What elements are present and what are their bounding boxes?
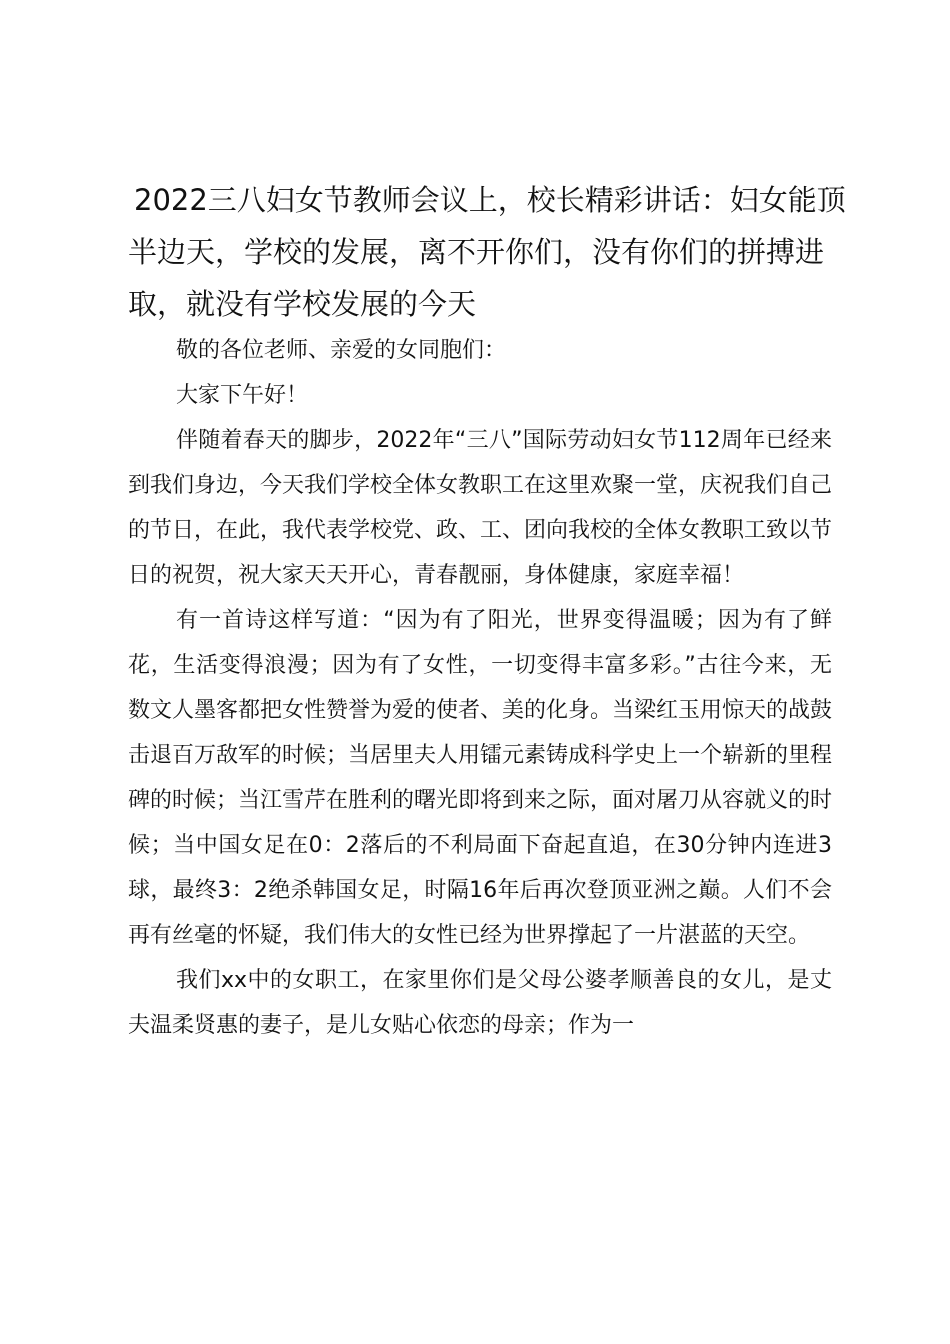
paragraph-greeting: 敬的各位老师、亲爱的女同胞们： [176, 338, 507, 363]
paragraph-staff: 我们xx中的女职工，在家里你们是父母公婆孝顺善良的女儿，是丈夫温柔贤惠的妻子，是儿女贴心依恋的母亲；作为一 [128, 968, 832, 1038]
paragraph-festival: 伴随着春天的脚步，2022年“三八”国际劳动妇女节112周年已经来到我们身边，今天我们学校全体女教职工在这里欢聚一堂，庆祝我们自己的节日，在此，我代表学校党、政、工、团向我校的全体女教职工致以节日的祝贺，祝大家天天开心，青春靓丽，身体健康，家庭幸福！ [128, 428, 833, 588]
document-title: 2022三八妇女节教师会议上，校长精彩讲话：妇女能顶半边天，学校的发展，离不开你们，没有你们的拼搏进取，就没有学校发展的今天 [128, 183, 846, 321]
paragraph-hello: 大家下午好！ [176, 383, 309, 408]
paragraph-poem: 有一首诗这样写道：“因为有了阳光，世界变得温暖；因为有了鲜花，生活变得浪漫；因为有了女性，一切变得丰富多彩。”古往今来，无数文人墨客都把女性赞誉为爱的使者、美的化身。当梁红玉用惊天的战鼓击退百万敌军的时候；当居里夫人用镭元素铸成科学史上一个崭新的里程碑的时候；当江雪芹在胜利的曙光即将到来之际，面对屠刀从容就义的时候；当中国女足在0：2落后的不利局面下奋起直追，在30分钟内连进3球，最终3：2绝杀韩国女足，时隔16年后再次登顶亚洲之巅。人们不会再有丝毫的怀疑，我们伟大的女性已经为世界撑起了一片湛蓝的天空。 [128, 608, 833, 948]
document-body [128, 328, 832, 1048]
